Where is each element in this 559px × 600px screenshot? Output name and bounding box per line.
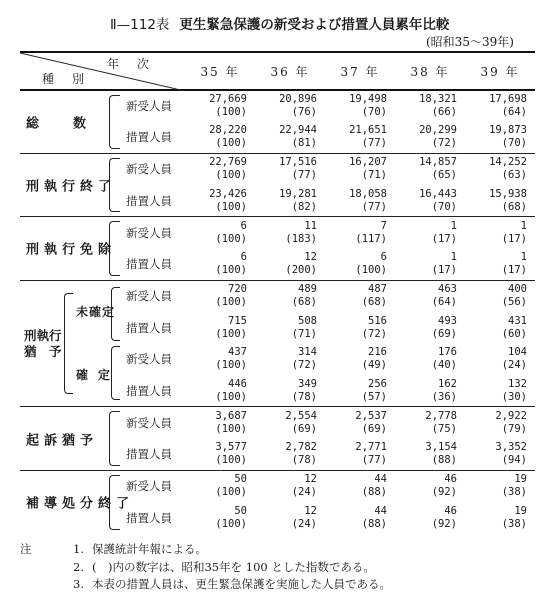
value-cell [325, 502, 395, 534]
table-row [20, 90, 535, 122]
header-year: 39 年 [465, 52, 535, 90]
index-value: (38) [501, 486, 527, 499]
count-value: 16,207 [349, 156, 387, 169]
index-value: (76) [291, 106, 317, 119]
category-cell [20, 470, 135, 533]
category-cell [20, 407, 120, 470]
index-value: (88) [361, 486, 387, 499]
index-value: (40) [431, 359, 457, 372]
count-value: 104 [508, 346, 527, 359]
count-value: 14,252 [489, 156, 527, 169]
table-row [20, 470, 535, 502]
value-cell [325, 407, 395, 439]
row-label: 措置人員 [126, 257, 172, 272]
count-value: 12 [304, 473, 317, 486]
index-value: (30) [501, 390, 527, 403]
value-cell [325, 153, 395, 185]
value-cell [465, 470, 535, 502]
value-cell [255, 312, 325, 344]
category-label: 刑執行終了 [26, 179, 117, 195]
count-value: 715 [228, 314, 247, 327]
count-value: 2,554 [285, 409, 317, 422]
count-value: 11 [304, 219, 317, 232]
note-number: 3. [73, 577, 84, 591]
row-label: 新受人員 [120, 153, 185, 185]
index-value: (17) [431, 232, 457, 245]
index-value: (24) [291, 517, 317, 530]
value-cell [465, 407, 535, 439]
index-value: (92) [431, 517, 457, 530]
count-value: 508 [298, 314, 317, 327]
value-cell [325, 185, 395, 217]
index-value: (63) [501, 169, 527, 182]
value-cell [185, 280, 255, 312]
count-value: 1 [520, 219, 527, 232]
value-cell [325, 312, 395, 344]
index-value: (70) [361, 106, 387, 119]
index-value: (100) [355, 264, 387, 277]
count-value: 3,154 [425, 441, 457, 454]
value-cell [395, 90, 465, 122]
count-value: 22,944 [279, 124, 317, 137]
count-value: 12 [304, 251, 317, 264]
index-value: (69) [431, 327, 457, 340]
note-text: 本表の措置人員は、更生緊急保護を実施した人員である。 [92, 577, 391, 591]
index-value: (68) [501, 200, 527, 213]
category-label: 刑執行免除 [26, 242, 117, 258]
count-value: 2,782 [285, 441, 317, 454]
value-cell [325, 280, 395, 312]
note-number: 2. [73, 559, 84, 574]
header-category-label: 種別 [42, 72, 103, 86]
index-value: (117) [355, 232, 387, 245]
count-value: 256 [368, 377, 387, 390]
count-value: 12 [304, 504, 317, 517]
count-value: 19 [514, 473, 527, 486]
count-value: 19,498 [349, 93, 387, 106]
count-value: 6 [240, 219, 247, 232]
table-row [20, 280, 535, 312]
brace [109, 95, 120, 149]
category-label: 補導処分終了 [26, 496, 135, 512]
index-value: (77) [361, 137, 387, 150]
index-value: (70) [431, 200, 457, 213]
count-value: 446 [228, 377, 247, 390]
index-value: (79) [501, 422, 527, 435]
index-value: (49) [361, 359, 387, 372]
index-value: (77) [361, 454, 387, 467]
value-cell [255, 502, 325, 534]
index-value: (72) [361, 327, 387, 340]
value-cell [255, 122, 325, 154]
header-year: 35 年 [185, 52, 255, 90]
index-value: (64) [501, 106, 527, 119]
value-cell [395, 407, 465, 439]
value-cell [325, 122, 395, 154]
count-value: 16,443 [419, 187, 457, 200]
category-label: 刑執行 猶 予 [24, 327, 62, 359]
count-value: 6 [380, 251, 387, 264]
value-cell [465, 502, 535, 534]
value-cell [255, 185, 325, 217]
category-cell [20, 153, 120, 216]
row-label: 措置人員 [126, 130, 172, 145]
statistics-table [20, 51, 535, 534]
index-value: (71) [291, 327, 317, 340]
value-cell [255, 248, 325, 280]
value-cell [255, 280, 325, 312]
count-value: 44 [374, 473, 387, 486]
category-label: 総数 [26, 116, 121, 132]
index-value: (72) [431, 137, 457, 150]
value-cell [325, 470, 395, 502]
count-value: 18,058 [349, 187, 387, 200]
header-corner [20, 52, 185, 90]
value-cell [185, 90, 255, 122]
count-value: 17,516 [279, 156, 317, 169]
brace [109, 221, 120, 275]
count-value: 19 [514, 504, 527, 517]
index-value: (100) [215, 359, 247, 372]
index-value: (82) [291, 200, 317, 213]
count-value: 19,281 [279, 187, 317, 200]
index-value: (183) [285, 232, 317, 245]
value-cell [185, 470, 255, 502]
index-value: (100) [215, 486, 247, 499]
index-value: (75) [431, 422, 457, 435]
row-label: 新受人員 [120, 470, 185, 502]
value-cell [465, 153, 535, 185]
index-value: (100) [215, 169, 247, 182]
value-cell [395, 185, 465, 217]
count-value: 27,669 [209, 93, 247, 106]
index-value: (65) [431, 169, 457, 182]
value-cell [395, 470, 465, 502]
value-cell [395, 312, 465, 344]
index-value: (92) [431, 486, 457, 499]
brace [109, 158, 120, 212]
value-cell [395, 344, 465, 376]
index-value: (100) [215, 232, 247, 245]
count-value: 15,938 [489, 187, 527, 200]
count-value: 176 [438, 346, 457, 359]
value-cell [255, 153, 325, 185]
index-value: (78) [291, 390, 317, 403]
count-value: 46 [444, 504, 457, 517]
count-value: 463 [438, 283, 457, 296]
table-body [20, 90, 535, 534]
value-cell [185, 375, 255, 407]
value-cell [185, 153, 255, 185]
count-value: 437 [228, 346, 247, 359]
value-cell [325, 217, 395, 249]
count-value: 349 [298, 377, 317, 390]
index-value: (64) [431, 296, 457, 309]
header-row [20, 52, 535, 90]
count-value: 50 [234, 504, 247, 517]
note-text: ( )内の数字は、昭和35年を 100 とした指数である。 [92, 559, 375, 574]
outer-brace [64, 293, 73, 395]
index-value: (88) [431, 454, 457, 467]
value-cell [465, 439, 535, 471]
value-cell [185, 185, 255, 217]
table-code: Ⅱ—112表 [110, 17, 170, 33]
value-cell [185, 312, 255, 344]
index-value: (68) [361, 296, 387, 309]
count-value: 23,426 [209, 187, 247, 200]
value-cell [395, 439, 465, 471]
index-value: (78) [291, 454, 317, 467]
category-label: 起訴猶予 [26, 433, 99, 449]
value-cell [465, 248, 535, 280]
value-cell [185, 407, 255, 439]
index-value: (88) [361, 517, 387, 530]
header-year: 37 年 [325, 52, 395, 90]
value-cell [465, 185, 535, 217]
count-value: 516 [368, 314, 387, 327]
value-cell [185, 122, 255, 154]
count-value: 1 [450, 251, 457, 264]
table-row [20, 407, 535, 439]
count-value: 132 [508, 377, 527, 390]
count-value: 2,778 [425, 409, 457, 422]
value-cell [465, 280, 535, 312]
note-item [20, 559, 391, 577]
value-cell [325, 344, 395, 376]
value-cell [255, 90, 325, 122]
count-value: 44 [374, 504, 387, 517]
category-cell [20, 280, 120, 407]
value-cell [255, 344, 325, 376]
count-value: 3,352 [495, 441, 527, 454]
index-value: (38) [501, 517, 527, 530]
index-value: (57) [361, 390, 387, 403]
count-value: 162 [438, 377, 457, 390]
count-value: 19,873 [489, 124, 527, 137]
count-value: 431 [508, 314, 527, 327]
subgroup-label: 未確定 [76, 304, 116, 319]
index-value: (66) [431, 106, 457, 119]
value-cell [325, 439, 395, 471]
count-value: 17,698 [489, 93, 527, 106]
value-cell [395, 217, 465, 249]
row-label: 新受人員 [120, 280, 185, 312]
index-value: (70) [501, 137, 527, 150]
count-value: 18,321 [419, 93, 457, 106]
value-cell [465, 90, 535, 122]
count-value: 314 [298, 346, 317, 359]
value-cell [395, 502, 465, 534]
index-value: (100) [215, 200, 247, 213]
index-value: (71) [361, 169, 387, 182]
note-item [20, 576, 391, 594]
index-value: (94) [501, 454, 527, 467]
header-year-label: 年次 [106, 57, 167, 71]
index-value: (100) [215, 390, 247, 403]
value-cell [465, 122, 535, 154]
count-value: 46 [444, 473, 457, 486]
count-value: 20,299 [419, 124, 457, 137]
index-value: (69) [361, 422, 387, 435]
value-cell [465, 344, 535, 376]
value-cell [395, 153, 465, 185]
index-value: (100) [215, 517, 247, 530]
index-value: (17) [501, 232, 527, 245]
index-value: (100) [215, 106, 247, 119]
index-value: (69) [291, 422, 317, 435]
index-value: (77) [361, 200, 387, 213]
category-cell [20, 90, 120, 153]
count-value: 493 [438, 314, 457, 327]
row-label: 新受人員 [120, 90, 185, 122]
subgroup-label: 確定 [76, 367, 121, 382]
note-number: 1. [73, 542, 84, 556]
index-value: (200) [285, 264, 317, 277]
value-cell [465, 375, 535, 407]
value-cell [255, 217, 325, 249]
row-label: 措置人員 [126, 447, 172, 462]
index-value: (100) [215, 137, 247, 150]
count-value: 1 [450, 219, 457, 232]
index-value: (100) [215, 296, 247, 309]
notes [20, 541, 391, 594]
index-value: (100) [215, 264, 247, 277]
value-cell [185, 344, 255, 376]
count-value: 2,537 [355, 409, 387, 422]
table-row [20, 217, 535, 249]
header-year: 38 年 [395, 52, 465, 90]
row-label: 措置人員 [126, 193, 172, 208]
count-value: 720 [228, 283, 247, 296]
count-value: 1 [520, 251, 527, 264]
brace [111, 346, 120, 400]
row-label: 新受人員 [120, 217, 185, 249]
count-value: 20,896 [279, 93, 317, 106]
index-value: (17) [431, 264, 457, 277]
value-cell [325, 375, 395, 407]
count-value: 22,769 [209, 156, 247, 169]
index-value: (72) [291, 359, 317, 372]
value-cell [395, 122, 465, 154]
value-cell [255, 470, 325, 502]
count-value: 3,687 [215, 409, 247, 422]
table-title-text: 更生緊急保護の新受および措置人員累年比較 [179, 17, 450, 33]
value-cell [255, 439, 325, 471]
count-value: 489 [298, 283, 317, 296]
index-value: (24) [501, 359, 527, 372]
note-item [20, 541, 391, 559]
value-cell [255, 375, 325, 407]
brace [111, 287, 120, 341]
value-cell [185, 217, 255, 249]
count-value: 3,577 [215, 441, 247, 454]
value-cell [185, 502, 255, 534]
count-value: 400 [508, 283, 527, 296]
count-value: 7 [380, 219, 387, 232]
count-value: 21,651 [349, 124, 387, 137]
index-value: (68) [291, 296, 317, 309]
count-value: 2,922 [495, 409, 527, 422]
count-value: 2,771 [355, 441, 387, 454]
index-value: (24) [291, 486, 317, 499]
value-cell [185, 248, 255, 280]
index-value: (100) [215, 327, 247, 340]
count-value: 14,857 [419, 156, 457, 169]
index-value: (36) [431, 390, 457, 403]
count-value: 216 [368, 346, 387, 359]
value-cell [395, 280, 465, 312]
index-value: (60) [501, 327, 527, 340]
value-cell [325, 248, 395, 280]
row-label: 措置人員 [126, 383, 172, 398]
row-label: 新受人員 [126, 352, 172, 367]
count-value: 6 [240, 251, 247, 264]
count-value: 50 [234, 473, 247, 486]
count-value: 28,220 [209, 124, 247, 137]
count-value: 487 [368, 283, 387, 296]
index-value: (56) [501, 296, 527, 309]
value-cell [465, 312, 535, 344]
category-cell [20, 217, 120, 280]
index-value: (17) [501, 264, 527, 277]
table-row [20, 153, 535, 185]
notes-label: 注 [20, 542, 32, 556]
table-subtitle: (昭和35〜39年) [426, 35, 514, 49]
value-cell [185, 439, 255, 471]
index-value: (100) [215, 454, 247, 467]
value-cell [465, 217, 535, 249]
value-cell [395, 248, 465, 280]
index-value: (100) [215, 422, 247, 435]
value-cell [395, 375, 465, 407]
value-cell [255, 407, 325, 439]
brace [109, 475, 120, 530]
row-label: 措置人員 [126, 510, 172, 525]
row-label: 措置人員 [126, 320, 172, 335]
index-value: (77) [291, 169, 317, 182]
table-title [110, 13, 449, 33]
index-value: (81) [291, 137, 317, 150]
brace [109, 411, 120, 465]
value-cell [325, 90, 395, 122]
note-text: 保護統計年報による。 [92, 542, 207, 556]
row-label: 新受人員 [120, 407, 185, 439]
header-year: 36 年 [255, 52, 325, 90]
